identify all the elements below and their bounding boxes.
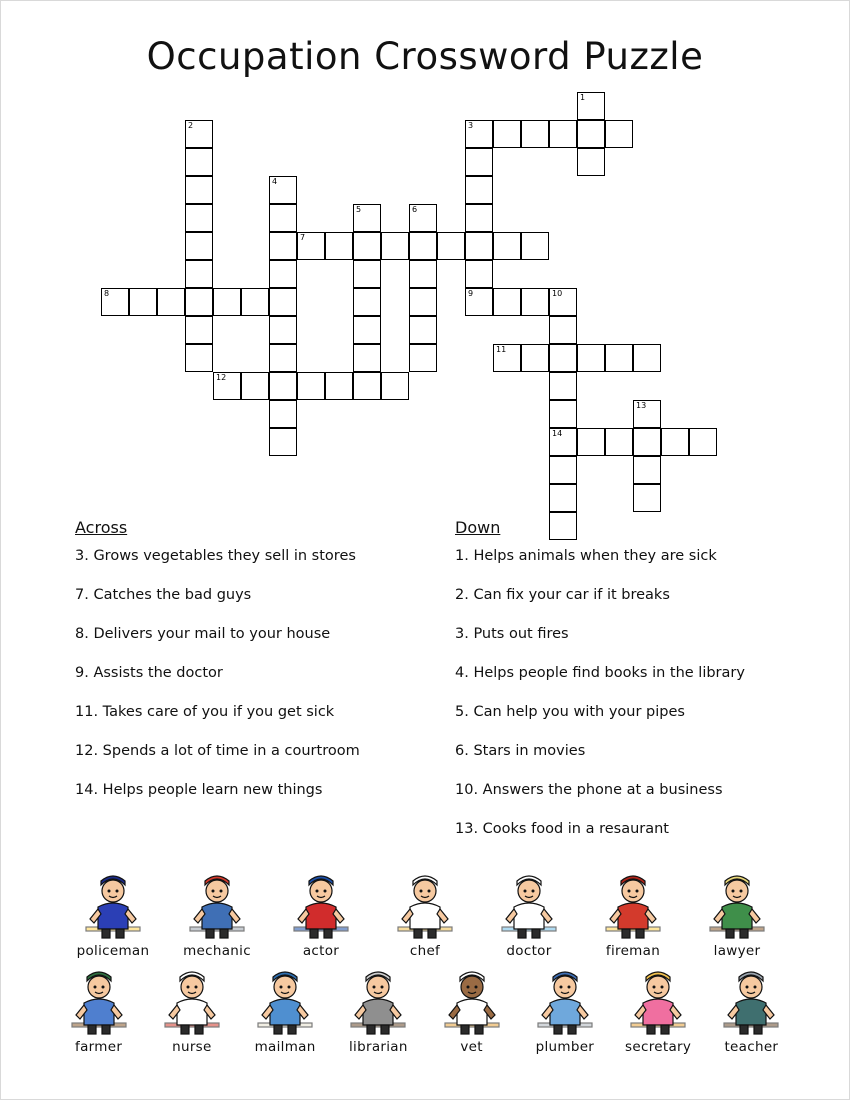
crossword-cell[interactable]	[409, 288, 437, 316]
policeman-icon	[64, 867, 162, 941]
crossword-cell[interactable]	[409, 344, 437, 372]
crossword-cell[interactable]	[185, 176, 213, 204]
crossword-cell[interactable]	[185, 232, 213, 260]
crossword-cell[interactable]	[353, 372, 381, 400]
crossword-cell[interactable]	[101, 288, 129, 316]
crossword-cell[interactable]	[353, 232, 381, 260]
clue-down: 3. Puts out fires	[455, 626, 569, 642]
word-bank-label: doctor	[506, 943, 552, 959]
crossword-cell[interactable]	[661, 428, 689, 456]
crossword-cell[interactable]	[465, 288, 493, 316]
crossword-cell[interactable]	[353, 288, 381, 316]
word-bank-label: teacher	[724, 1039, 779, 1055]
crossword-cell-number: 5	[356, 205, 362, 214]
word-bank-label: farmer	[75, 1039, 123, 1055]
crossword-cell[interactable]	[269, 176, 297, 204]
crossword-cell[interactable]	[185, 204, 213, 232]
crossword-cell[interactable]	[549, 120, 577, 148]
crossword-cell-number: 10	[552, 289, 563, 298]
word-bank-item	[148, 963, 235, 1055]
crossword-cell[interactable]	[605, 120, 633, 148]
crossword-cell-number: 4	[272, 177, 278, 186]
word-bank-label: actor	[302, 943, 340, 959]
crossword-cell[interactable]	[465, 148, 493, 176]
mechanic-icon	[168, 867, 266, 941]
plumber-icon	[521, 963, 608, 1037]
clues-section	[75, 518, 775, 859]
word-bank-row	[55, 963, 795, 1055]
fireman-icon	[584, 867, 682, 941]
crossword-cell[interactable]	[269, 316, 297, 344]
crossword-cell[interactable]	[577, 148, 605, 176]
vet-icon	[428, 963, 515, 1037]
crossword-cell[interactable]	[185, 120, 213, 148]
crossword-cell-number: 11	[496, 345, 507, 354]
across-column	[75, 518, 395, 859]
down-column	[455, 518, 775, 859]
crossword-cell[interactable]	[269, 372, 297, 400]
crossword-cell[interactable]	[185, 148, 213, 176]
clue-down: 1. Helps animals when they are sick	[455, 548, 717, 564]
word-bank-item	[521, 963, 608, 1055]
crossword-cell[interactable]	[353, 260, 381, 288]
clue-down: 2. Can fix your car if it breaks	[455, 587, 670, 603]
crossword-cell[interactable]	[241, 372, 269, 400]
clue-across: 7. Catches the bad guys	[75, 587, 252, 603]
word-bank-item	[376, 867, 474, 959]
across-heading: Across	[75, 518, 128, 537]
secretary-icon	[615, 963, 702, 1037]
word-bank-item	[242, 963, 329, 1055]
word-bank-item	[584, 867, 682, 959]
clue-down: 4. Helps people find books in the library	[455, 665, 745, 681]
crossword-cell[interactable]	[549, 484, 577, 512]
crossword-cell-number: 13	[636, 401, 647, 410]
crossword-cell-number: 2	[188, 121, 194, 130]
crossword-cell[interactable]	[605, 428, 633, 456]
crossword-cell[interactable]	[157, 288, 185, 316]
word-bank-label: librarian	[349, 1039, 408, 1055]
crossword-cell[interactable]	[577, 92, 605, 120]
clue-down: 5. Can help you with your pipes	[455, 704, 685, 720]
crossword-cell[interactable]	[633, 428, 661, 456]
clue-across: 9. Assists the doctor	[75, 665, 223, 681]
crossword-cell-number: 12	[216, 373, 227, 382]
page-title: Occupation Crossword Puzzle	[146, 35, 704, 78]
down-heading: Down	[455, 518, 501, 537]
crossword-cell[interactable]	[269, 428, 297, 456]
crossword-cell[interactable]	[297, 232, 325, 260]
word-bank-label: chef	[409, 943, 441, 959]
crossword-cell[interactable]	[213, 372, 241, 400]
crossword-cell[interactable]	[269, 204, 297, 232]
word-bank-item	[168, 867, 266, 959]
word-bank-label: secretary	[625, 1039, 692, 1055]
nurse-icon	[148, 963, 235, 1037]
crossword-cell-number: 6	[412, 205, 418, 214]
crossword-cell[interactable]	[437, 232, 465, 260]
crossword-cell[interactable]	[689, 428, 717, 456]
crossword-cell-number: 8	[104, 289, 110, 298]
crossword-cell[interactable]	[549, 456, 577, 484]
word-bank-item	[272, 867, 370, 959]
crossword-cell[interactable]	[577, 428, 605, 456]
crossword-cell[interactable]	[633, 344, 661, 372]
crossword-cell[interactable]	[465, 204, 493, 232]
chef-icon	[376, 867, 474, 941]
crossword-cell-number: 7	[300, 233, 306, 242]
word-bank-label: plumber	[535, 1039, 595, 1055]
crossword-cell[interactable]	[129, 288, 157, 316]
word-bank	[55, 867, 795, 1055]
crossword-cell[interactable]	[269, 232, 297, 260]
crossword-cell[interactable]	[381, 232, 409, 260]
lawyer-icon	[688, 867, 786, 941]
crossword-cell[interactable]	[269, 260, 297, 288]
word-bank-row	[55, 867, 795, 959]
word-bank-label: policeman	[76, 943, 150, 959]
crossword-cell[interactable]	[465, 232, 493, 260]
crossword-cell[interactable]	[381, 372, 409, 400]
crossword-cell[interactable]	[549, 372, 577, 400]
crossword-cell[interactable]	[605, 344, 633, 372]
crossword-cell[interactable]	[549, 400, 577, 428]
word-bank-label: mechanic	[183, 943, 251, 959]
crossword-cell[interactable]	[325, 372, 353, 400]
crossword-cell-number: 14	[552, 429, 563, 438]
crossword-cell[interactable]	[465, 260, 493, 288]
word-bank-label: lawyer	[713, 943, 761, 959]
crossword-cell[interactable]	[633, 484, 661, 512]
crossword-cell[interactable]	[409, 204, 437, 232]
clue-across: 14. Helps people learn new things	[75, 782, 323, 798]
crossword-cell[interactable]	[269, 400, 297, 428]
crossword-cell-number: 3	[468, 121, 474, 130]
crossword-cell-number: 9	[468, 289, 474, 298]
crossword-cell[interactable]	[549, 344, 577, 372]
actor-icon	[272, 867, 370, 941]
word-bank-item	[335, 963, 422, 1055]
word-bank-item	[708, 963, 795, 1055]
word-bank-item	[615, 963, 702, 1055]
crossword-cell[interactable]	[493, 232, 521, 260]
crossword-cell[interactable]	[297, 372, 325, 400]
doctor-icon	[480, 867, 578, 941]
crossword-cell[interactable]	[409, 316, 437, 344]
crossword-cell[interactable]	[465, 120, 493, 148]
crossword-cell[interactable]	[269, 288, 297, 316]
word-bank-item	[480, 867, 578, 959]
word-bank-item	[428, 963, 515, 1055]
word-bank-item	[64, 867, 162, 959]
teacher-icon	[708, 963, 795, 1037]
clue-across: 8. Delivers your mail to your house	[75, 626, 331, 642]
crossword-cell[interactable]	[465, 176, 493, 204]
crossword-cell[interactable]	[409, 232, 437, 260]
crossword-cell[interactable]	[521, 120, 549, 148]
crossword-cell[interactable]	[493, 288, 521, 316]
word-bank-item	[688, 867, 786, 959]
crossword-cell[interactable]	[633, 400, 661, 428]
crossword-cell[interactable]	[577, 120, 605, 148]
crossword-cell[interactable]	[353, 204, 381, 232]
crossword-cell[interactable]	[185, 344, 213, 372]
word-bank-label: nurse	[172, 1039, 212, 1055]
crossword-cell[interactable]	[185, 260, 213, 288]
crossword-cell[interactable]	[633, 456, 661, 484]
clue-down: 13. Cooks food in a resaurant	[455, 821, 669, 837]
clue-across: 11. Takes care of you if you get sick	[75, 704, 335, 720]
word-bank-label: fireman	[605, 943, 661, 959]
crossword-cell[interactable]	[549, 428, 577, 456]
crossword-cell[interactable]	[549, 288, 577, 316]
crossword-cell[interactable]	[269, 344, 297, 372]
crossword-cell[interactable]	[353, 316, 381, 344]
librarian-icon	[335, 963, 422, 1037]
farmer-icon	[55, 963, 142, 1037]
crossword-cell[interactable]	[521, 344, 549, 372]
crossword-cell[interactable]	[185, 316, 213, 344]
crossword-cell[interactable]	[577, 344, 605, 372]
word-bank-label: vet	[460, 1039, 483, 1055]
crossword-cell[interactable]	[493, 120, 521, 148]
crossword-cell[interactable]	[521, 232, 549, 260]
crossword-cell-number: 1	[580, 93, 586, 102]
crossword-cell[interactable]	[409, 260, 437, 288]
crossword-grid[interactable]	[45, 92, 805, 512]
crossword-cell[interactable]	[549, 316, 577, 344]
clue-down: 10. Answers the phone at a business	[455, 782, 723, 798]
crossword-cell[interactable]	[241, 288, 269, 316]
crossword-cell[interactable]	[521, 288, 549, 316]
crossword-cell[interactable]	[185, 288, 213, 316]
crossword-cell[interactable]	[325, 232, 353, 260]
clue-across: 12. Spends a lot of time in a courtroom	[75, 743, 360, 759]
word-bank-item	[55, 963, 142, 1055]
crossword-cell[interactable]	[353, 344, 381, 372]
crossword-cell[interactable]	[493, 344, 521, 372]
clue-across: 3. Grows vegetables they sell in stores	[75, 548, 356, 564]
word-bank-label: mailman	[254, 1039, 316, 1055]
crossword-cell[interactable]	[213, 288, 241, 316]
mailman-icon	[242, 963, 329, 1037]
clue-down: 6. Stars in movies	[455, 743, 586, 759]
